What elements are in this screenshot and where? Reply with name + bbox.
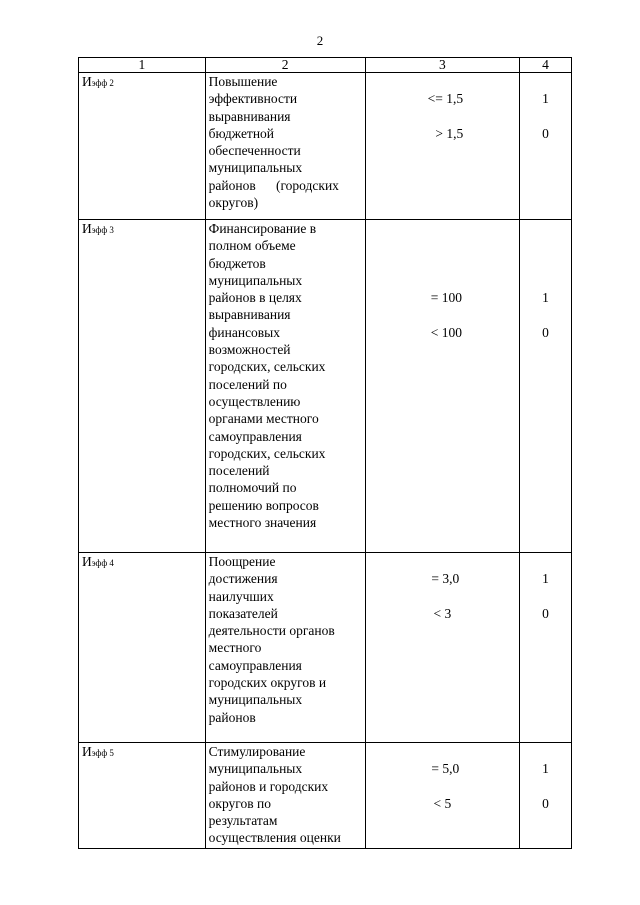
description-line: поселений xyxy=(208,463,270,479)
score-values xyxy=(520,73,572,220)
indicator-code-main: И xyxy=(82,554,92,569)
description-line: наилучших xyxy=(208,588,274,604)
description-line: достижения xyxy=(208,571,278,587)
description-line: осуществления оценки xyxy=(208,830,341,846)
column-header: 2 xyxy=(205,58,365,73)
description-line: эффективности xyxy=(208,91,298,107)
column-header: 3 xyxy=(365,58,520,73)
indicator-code-sub: эфф 3 xyxy=(91,225,114,235)
description-line: осуществлению xyxy=(208,393,301,409)
description-line: округов) xyxy=(208,195,259,211)
threshold-value: = 5,0 xyxy=(431,761,460,777)
indicator-code xyxy=(79,220,206,553)
indicator-code-sub: эфф 2 xyxy=(91,78,114,88)
score-value: 1 xyxy=(542,290,549,306)
score-value: 1 xyxy=(542,571,549,587)
description-line: Поощрение xyxy=(208,554,276,569)
description-line: муниципальных xyxy=(208,272,303,288)
column-header: 1 xyxy=(79,58,206,73)
description-line: Повышение xyxy=(208,74,278,89)
description-line: полном объеме xyxy=(208,238,296,254)
description-line: полномочий по xyxy=(208,480,297,496)
description-line: деятельности органов xyxy=(208,623,335,639)
column-header: 4 xyxy=(520,58,572,73)
indicator-code-sub: эфф 5 xyxy=(91,748,114,758)
description-line: местного xyxy=(208,640,262,656)
description-line: показателей xyxy=(208,605,278,621)
score-value: 0 xyxy=(542,125,549,141)
description-line: бюджетов xyxy=(208,255,266,271)
score-value: 1 xyxy=(542,761,549,777)
description-line: поселений по xyxy=(208,376,287,392)
description-line: районов и городских xyxy=(208,778,329,794)
description-line: органами местного xyxy=(208,411,319,427)
description-line: Финансирование в xyxy=(208,221,317,236)
table-row xyxy=(79,220,572,553)
table-row xyxy=(79,553,572,743)
indicator-code-main: И xyxy=(82,744,92,759)
description-line: районов в целях xyxy=(208,290,302,306)
score-values xyxy=(520,220,572,553)
score-values xyxy=(520,553,572,743)
indicator-description xyxy=(205,73,365,220)
threshold-value: > 1,5 xyxy=(435,125,464,141)
threshold-value: < 100 xyxy=(430,324,462,340)
description-line: муниципальных xyxy=(208,761,303,777)
description-line: городских, сельских xyxy=(208,359,326,375)
indicator-code-sub: эфф 4 xyxy=(91,558,114,568)
threshold-value: < 5 xyxy=(433,795,452,811)
description-line: обеспеченности xyxy=(208,143,301,159)
indicator-description xyxy=(205,553,365,743)
table-header-row xyxy=(79,58,572,73)
description-line: самоуправления xyxy=(208,428,302,444)
threshold-values xyxy=(365,220,520,553)
table-row xyxy=(79,73,572,220)
description-line: результатам xyxy=(208,813,278,829)
indicator-code-main: И xyxy=(82,74,92,89)
description-line: муниципальных xyxy=(208,692,303,708)
threshold-values xyxy=(365,553,520,743)
description-line: бюджетной xyxy=(208,125,275,141)
indicator-description xyxy=(205,220,365,553)
indicator-code xyxy=(79,553,206,743)
threshold-value: <= 1,5 xyxy=(427,91,464,107)
score-value: 0 xyxy=(542,324,549,340)
indicator-table xyxy=(78,57,572,849)
description-line: муниципальных xyxy=(208,160,303,176)
score-value: 0 xyxy=(542,605,549,621)
score-value: 1 xyxy=(542,91,549,107)
threshold-value: < 3 xyxy=(433,605,452,621)
indicator-code xyxy=(79,743,206,849)
description-line: решению вопросов xyxy=(208,497,319,513)
score-values xyxy=(520,743,572,849)
threshold-value: = 100 xyxy=(430,290,462,306)
threshold-value: = 3,0 xyxy=(431,571,460,587)
description-line: районов xyxy=(208,709,256,725)
indicator-description xyxy=(205,743,365,849)
indicator-code-main: И xyxy=(82,221,92,236)
description-line: выравнивания xyxy=(208,108,291,124)
threshold-values xyxy=(365,73,520,220)
description-line: самоуправления xyxy=(208,657,302,673)
page-number: 2 xyxy=(316,33,324,48)
description-line: финансовых xyxy=(208,324,281,340)
description-line: Стимулирование xyxy=(208,744,306,759)
description-line: районов (городских xyxy=(208,177,339,193)
description-line: городских, сельских xyxy=(208,445,326,461)
description-line: местного значения xyxy=(208,515,317,531)
description-line: выравнивания xyxy=(208,307,291,323)
description-line: городских округов и xyxy=(208,675,327,691)
description-line: возможностей xyxy=(208,342,291,358)
indicator-code xyxy=(79,73,206,220)
description-line: округов по xyxy=(208,795,271,811)
table-row xyxy=(79,743,572,849)
threshold-values xyxy=(365,743,520,849)
score-value: 0 xyxy=(542,795,549,811)
